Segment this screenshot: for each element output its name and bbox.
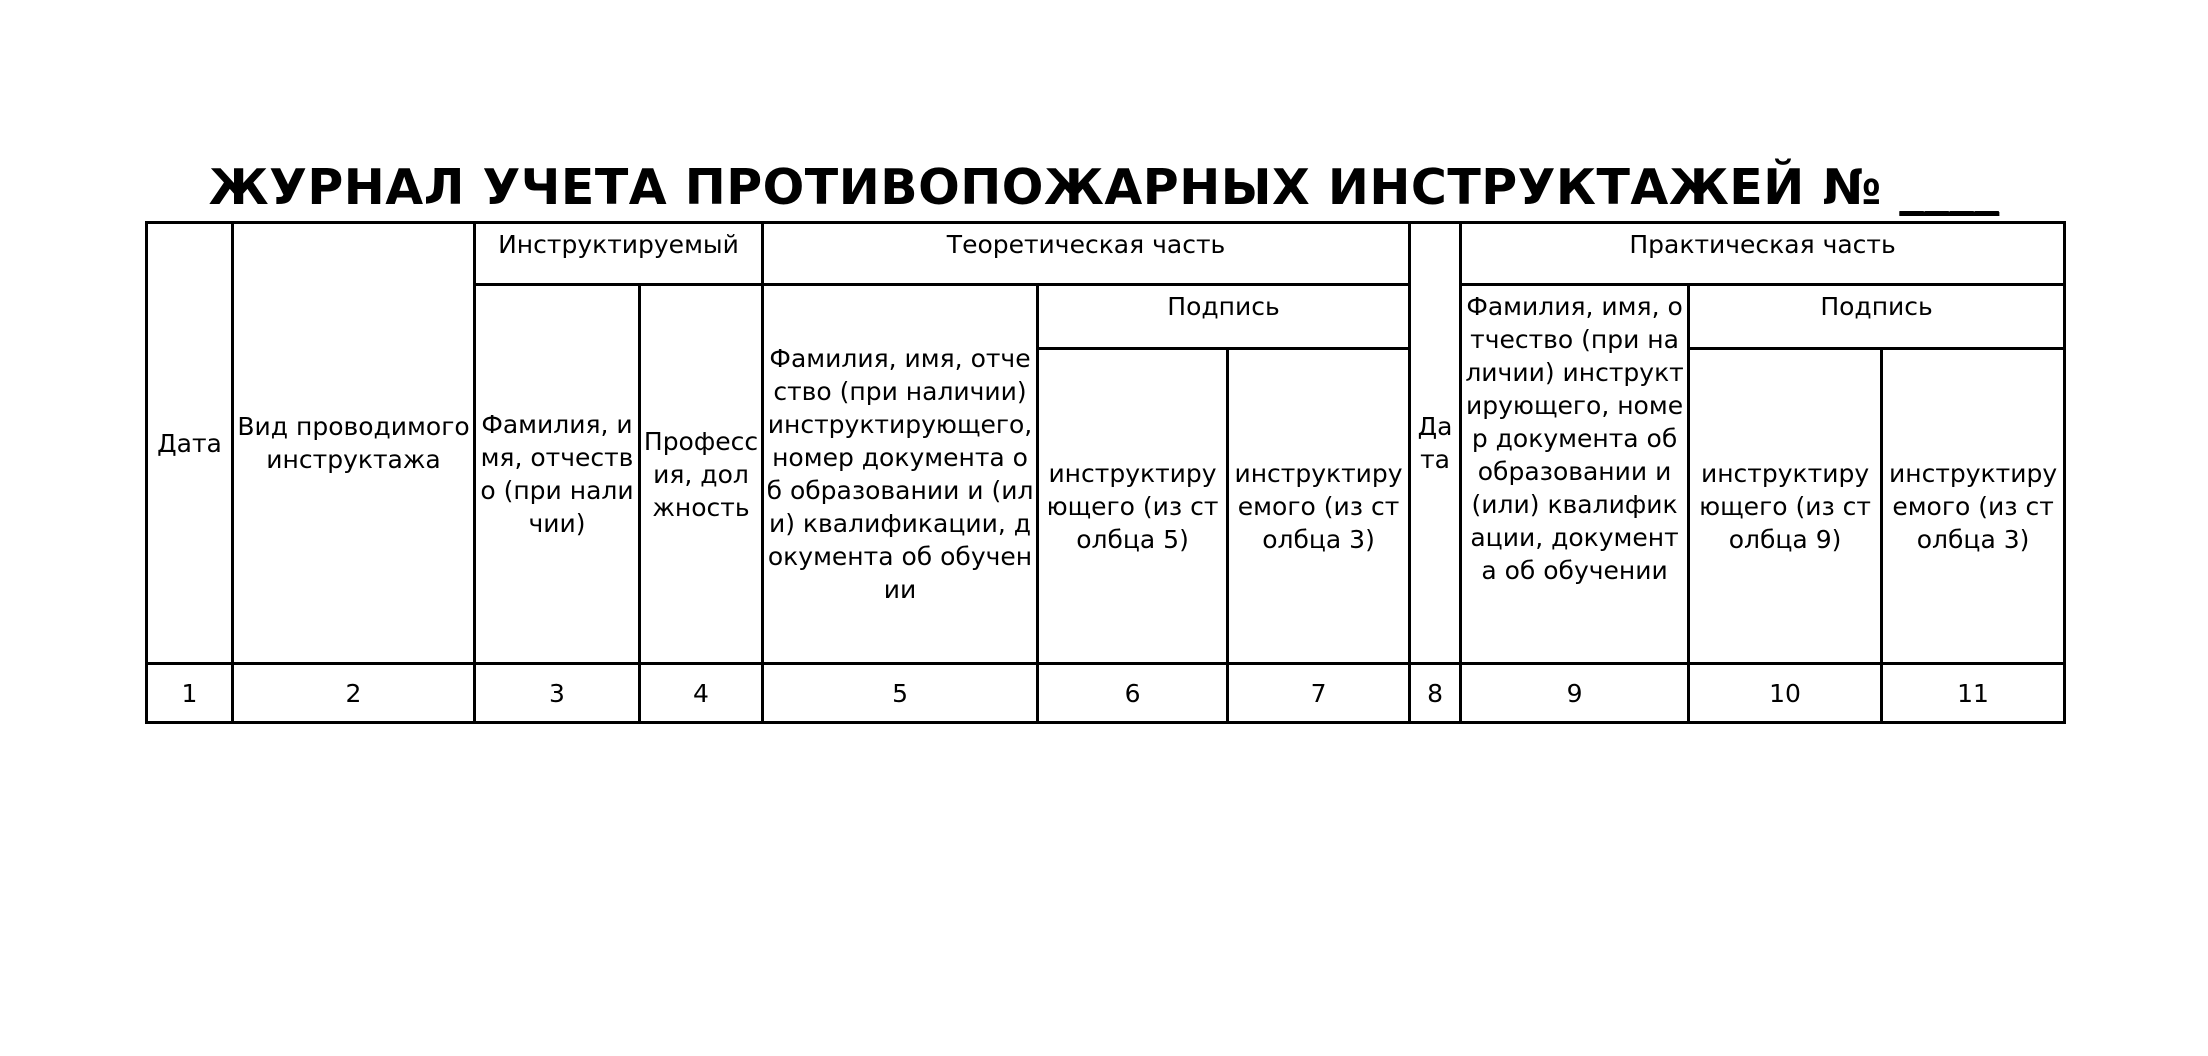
column-number: 2	[233, 664, 475, 723]
column-number: 6	[1038, 664, 1228, 723]
header-practice-sign-trainee: инструктируемого (из столбца 3)	[1882, 349, 2065, 664]
journal-title	[0, 158, 2208, 218]
header-practice-signature: Подпись	[1689, 285, 2065, 349]
column-number: 9	[1461, 664, 1689, 723]
header-practice-date: Дата	[1410, 223, 1461, 664]
column-number: 7	[1228, 664, 1410, 723]
header-theory-sign-instructor: инструктирующего (из столбца 5)	[1038, 349, 1228, 664]
header-trainee-name: Фамилия, имя, отчество (при наличии)	[475, 285, 640, 664]
header-theory-instructor: Фамилия, имя, отчество (при наличии) инструктирующего, номер документа об образовании и (или) квалификации, документа об обучении	[763, 285, 1038, 664]
column-number: 10	[1689, 664, 1882, 723]
header-date: Дата	[147, 223, 233, 664]
header-practice-instructor: Фамилия, имя, отчество (при наличии) инструктирующего, номер документа об образовании и (или) квалификации, документа об обучении	[1461, 285, 1689, 664]
column-number: 4	[640, 664, 763, 723]
journal-number-blank: ____	[1899, 159, 2000, 216]
column-number: 3	[475, 664, 640, 723]
title-text: ЖУРНАЛ УЧЕТА ПРОТИВОПОЖАРНЫХ ИНСТРУКТАЖЕЙ №	[208, 159, 1882, 216]
header-theory-signature: Подпись	[1038, 285, 1410, 349]
column-number-row	[147, 664, 2065, 723]
journal-table	[145, 221, 2066, 724]
header-trainee-position: Профессия, должность	[640, 285, 763, 664]
header-practice-group: Практическая часть	[1461, 223, 2065, 285]
header-theory-sign-trainee: инструктируемого (из столбца 3)	[1228, 349, 1410, 664]
column-number: 5	[763, 664, 1038, 723]
header-briefing-type: Вид проводимого инструктажа	[233, 223, 475, 664]
column-number: 11	[1882, 664, 2065, 723]
column-number: 1	[147, 664, 233, 723]
header-trainee-group: Инструктируемый	[475, 223, 763, 285]
header-practice-sign-instructor: инструктирующего (из столбца 9)	[1689, 349, 1882, 664]
column-number: 8	[1410, 664, 1461, 723]
header-theory-group: Теоретическая часть	[763, 223, 1410, 285]
